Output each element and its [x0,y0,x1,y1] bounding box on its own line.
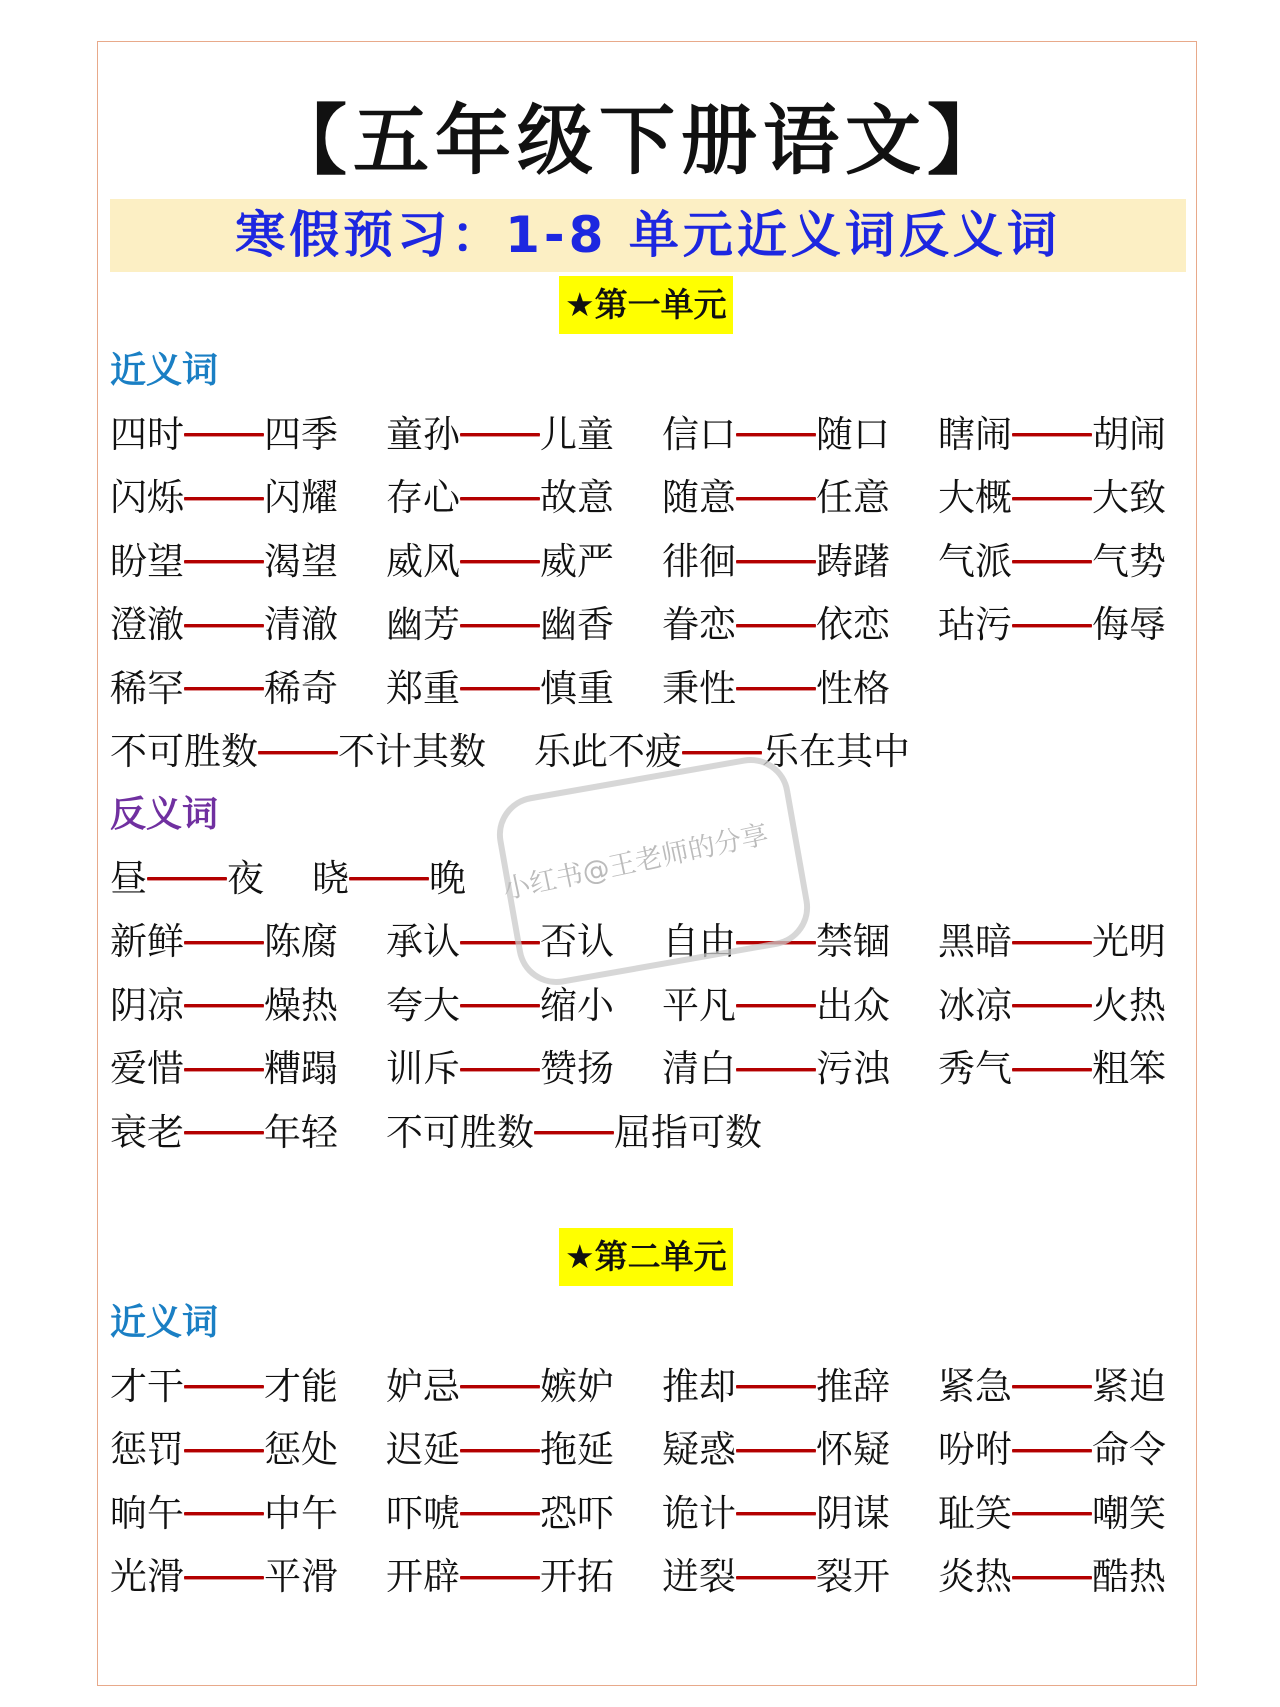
dash-connector [258,751,338,754]
word-first: 疑惑 [662,1428,736,1472]
word-first: 晓 [312,856,349,900]
word-first: 吓唬 [386,1491,460,1535]
word-pair [386,603,614,647]
word-pair [110,1492,338,1536]
dash-connector [1012,1068,1092,1071]
word-row [110,1482,1190,1546]
dash-connector [1012,1385,1092,1388]
dash-connector [682,751,762,754]
unit-1-synonyms-list [110,403,1190,784]
word-pair [938,1428,1166,1472]
word-row [110,1546,1190,1610]
word-pair [386,920,614,964]
word-pair [386,413,614,457]
word-first: 徘徊 [662,539,736,583]
word-pair [386,667,614,711]
word-first: 黑暗 [938,920,1012,964]
word-first: 耻笑 [938,1491,1012,1535]
word-pair [110,413,338,457]
word-second: 威严 [540,539,614,583]
word-row [110,657,1190,721]
word-row [110,721,1190,785]
dash-connector [184,1576,264,1579]
dash-connector [460,497,540,500]
dash-connector [534,1131,614,1134]
word-pair [938,1555,1166,1599]
dash-connector [184,1385,264,1388]
word-row [110,847,1190,911]
dash-connector [184,1004,264,1007]
word-first: 训斥 [386,1047,460,1091]
word-pair [662,540,890,584]
dash-connector [184,560,264,563]
word-pair [534,730,910,774]
unit-2-synonyms-heading: 近义词 [110,1302,219,1343]
word-pair [386,1428,614,1472]
word-first: 开辟 [386,1555,460,1599]
word-second: 屈指可数 [614,1110,762,1154]
word-pair [662,920,890,964]
word-first: 迸裂 [662,1555,736,1599]
dash-connector [460,1004,540,1007]
word-pair [938,1047,1166,1091]
dash-connector [736,1068,816,1071]
dash-connector [349,877,429,880]
word-pair [110,1047,338,1091]
word-first: 四时 [110,412,184,456]
dash-connector [736,1576,816,1579]
word-pair [662,1555,890,1599]
word-second: 晚 [429,856,466,900]
unit-1-label: ★第一单元 [559,276,733,334]
word-pair [662,1428,890,1472]
word-second: 不计其数 [338,730,486,774]
word-row [110,530,1190,594]
word-second: 禁锢 [816,920,890,964]
word-first: 威风 [386,539,460,583]
word-pair [110,1428,338,1472]
dash-connector [736,433,816,436]
word-first: 存心 [386,476,460,520]
word-pair [110,730,486,774]
dash-connector [1012,1512,1092,1515]
word-row [110,911,1190,975]
word-first: 惩罚 [110,1428,184,1472]
word-second: 粗笨 [1092,1047,1166,1091]
word-second: 紧迫 [1092,1364,1166,1408]
word-row [110,974,1190,1038]
dash-connector [184,1512,264,1515]
word-second: 惩处 [264,1428,338,1472]
word-first: 澄澈 [110,603,184,647]
word-first: 童孙 [386,412,460,456]
word-first: 郑重 [386,666,460,710]
word-pair [938,476,1166,520]
word-pair [662,1365,890,1409]
dash-connector [1012,624,1092,627]
dash-connector [1012,433,1092,436]
dash-connector [1012,1449,1092,1452]
watermark-text: 小红书@王老师的分享 [500,819,771,906]
word-row [110,1038,1190,1102]
word-pair [386,1111,762,1155]
unit-1-antonyms-heading: 反义词 [110,794,219,835]
word-row [110,403,1190,467]
dash-connector [184,1068,264,1071]
word-first: 推却 [662,1364,736,1408]
word-row [110,467,1190,531]
word-second: 怀疑 [816,1428,890,1472]
word-second: 否认 [540,920,614,964]
word-second: 酷热 [1092,1555,1166,1599]
word-first: 才干 [110,1364,184,1408]
word-first: 夸大 [386,983,460,1027]
unit-2-synonyms-list [110,1355,1190,1609]
word-first: 紧急 [938,1364,1012,1408]
word-second: 大致 [1092,476,1166,520]
word-pair [938,413,1166,457]
word-first: 闪烁 [110,476,184,520]
word-first: 气派 [938,539,1012,583]
dash-connector [184,1449,264,1452]
dash-connector [184,624,264,627]
word-first: 光滑 [110,1555,184,1599]
word-first: 不可胜数 [386,1110,534,1154]
word-second: 稀奇 [264,666,338,710]
word-second: 拖延 [540,1428,614,1472]
word-second: 平滑 [264,1555,338,1599]
dash-connector [736,1512,816,1515]
word-second: 年轻 [264,1110,338,1154]
word-pair [662,667,890,711]
word-first: 自由 [662,920,736,964]
dash-connector [460,560,540,563]
word-pair [386,1492,614,1536]
word-row [110,594,1190,658]
dash-connector [736,1385,816,1388]
word-pair [110,857,264,901]
word-first: 玷污 [938,603,1012,647]
dash-connector [736,624,816,627]
dash-connector [184,433,264,436]
word-second: 陈腐 [264,920,338,964]
word-first: 稀罕 [110,666,184,710]
word-pair [110,1111,338,1155]
word-row [110,1355,1190,1419]
word-pair [110,920,338,964]
word-first: 承认 [386,920,460,964]
word-first: 新鲜 [110,920,184,964]
word-second: 气势 [1092,539,1166,583]
word-first: 不可胜数 [110,730,258,774]
word-first: 平凡 [662,983,736,1027]
dash-connector [460,624,540,627]
word-second: 幽香 [540,603,614,647]
word-second: 中午 [264,1491,338,1535]
page-title: 【五年级下册语文】 [271,96,1009,185]
dash-connector [184,497,264,500]
word-first: 吩咐 [938,1428,1012,1472]
word-second: 乐在其中 [762,730,910,774]
dash-connector [460,1385,540,1388]
word-second: 缩小 [540,983,614,1027]
word-pair [110,1365,338,1409]
word-pair [110,667,338,711]
dash-connector [460,433,540,436]
dash-connector [1012,497,1092,500]
word-first: 迟延 [386,1428,460,1472]
word-second: 清澈 [264,603,338,647]
dash-connector [736,1449,816,1452]
dash-connector [460,941,540,944]
word-pair [110,603,338,647]
word-first: 衰老 [110,1110,184,1154]
dash-connector [1012,941,1092,944]
word-pair [938,984,1166,1028]
word-pair [662,476,890,520]
word-second: 性格 [816,666,890,710]
word-second: 胡闹 [1092,412,1166,456]
word-second: 开拓 [540,1555,614,1599]
word-first: 清白 [662,1047,736,1091]
word-pair [938,920,1166,964]
word-second: 火热 [1092,983,1166,1027]
word-pair [312,857,466,901]
word-first: 秀气 [938,1047,1012,1091]
word-first: 诡计 [662,1491,736,1535]
word-second: 闪耀 [264,476,338,520]
word-second: 依恋 [816,603,890,647]
word-second: 踌躇 [816,539,890,583]
unit-1-synonyms-heading: 近义词 [110,350,219,391]
word-second: 污浊 [816,1047,890,1091]
dash-connector [460,1576,540,1579]
dash-connector [1012,560,1092,563]
word-second: 燥热 [264,983,338,1027]
word-second: 裂开 [816,1555,890,1599]
dash-connector [460,1512,540,1515]
dash-connector [736,1004,816,1007]
dash-connector [736,687,816,690]
dash-connector [460,687,540,690]
dash-connector [184,687,264,690]
word-first: 大概 [938,476,1012,520]
word-row [110,1419,1190,1483]
word-second: 随口 [816,412,890,456]
word-second: 儿童 [540,412,614,456]
word-pair [662,1047,890,1091]
word-second: 光明 [1092,920,1166,964]
word-second: 糟蹋 [264,1047,338,1091]
word-second: 阴谋 [816,1491,890,1535]
word-second: 出众 [816,983,890,1027]
dash-connector [184,1131,264,1134]
word-pair [386,476,614,520]
word-second: 任意 [816,476,890,520]
word-pair [662,413,890,457]
dash-connector [736,497,816,500]
dash-connector [147,877,227,880]
word-second: 嫉妒 [540,1364,614,1408]
word-second: 渴望 [264,539,338,583]
word-second: 四季 [264,412,338,456]
word-pair [662,603,890,647]
word-pair [386,984,614,1028]
dash-connector [460,1068,540,1071]
word-pair [110,1555,338,1599]
dash-connector [1012,1004,1092,1007]
word-pair [110,476,338,520]
word-second: 赞扬 [540,1047,614,1091]
word-second: 嘲笑 [1092,1491,1166,1535]
word-pair [938,1492,1166,1536]
word-first: 信口 [662,412,736,456]
word-pair [386,1555,614,1599]
word-first: 幽芳 [386,603,460,647]
word-second: 推辞 [816,1364,890,1408]
word-first: 瞎闹 [938,412,1012,456]
word-first: 爱惜 [110,1047,184,1091]
word-second: 夜 [227,856,264,900]
word-pair [938,1365,1166,1409]
word-second: 才能 [264,1364,338,1408]
word-first: 妒忌 [386,1364,460,1408]
word-second: 慎重 [540,666,614,710]
word-second: 恐吓 [540,1491,614,1535]
word-first: 冰凉 [938,983,1012,1027]
dash-connector [736,941,816,944]
word-first: 晌午 [110,1491,184,1535]
subtitle-banner: 寒假预习：1-8 单元近义词反义词 [110,199,1186,272]
dash-connector [736,560,816,563]
dash-connector [184,941,264,944]
unit-2-label: ★第二单元 [559,1228,733,1286]
word-second: 侮辱 [1092,603,1166,647]
word-pair [938,540,1166,584]
word-first: 眷恋 [662,603,736,647]
word-pair [386,1365,614,1409]
word-pair [386,540,614,584]
word-pair [110,540,338,584]
word-pair [938,603,1166,647]
word-second: 故意 [540,476,614,520]
word-first: 盼望 [110,539,184,583]
word-first: 阴凉 [110,983,184,1027]
word-first: 随意 [662,476,736,520]
dash-connector [1012,1576,1092,1579]
word-first: 昼 [110,856,147,900]
word-pair [662,1492,890,1536]
word-pair [662,984,890,1028]
word-pair [110,984,338,1028]
word-row [110,1101,1190,1165]
word-second: 命令 [1092,1428,1166,1472]
unit-1-antonyms-list [110,847,1190,1165]
word-first: 秉性 [662,666,736,710]
word-first: 乐此不疲 [534,730,682,774]
dash-connector [460,1449,540,1452]
word-pair [386,1047,614,1091]
word-first: 炎热 [938,1555,1012,1599]
